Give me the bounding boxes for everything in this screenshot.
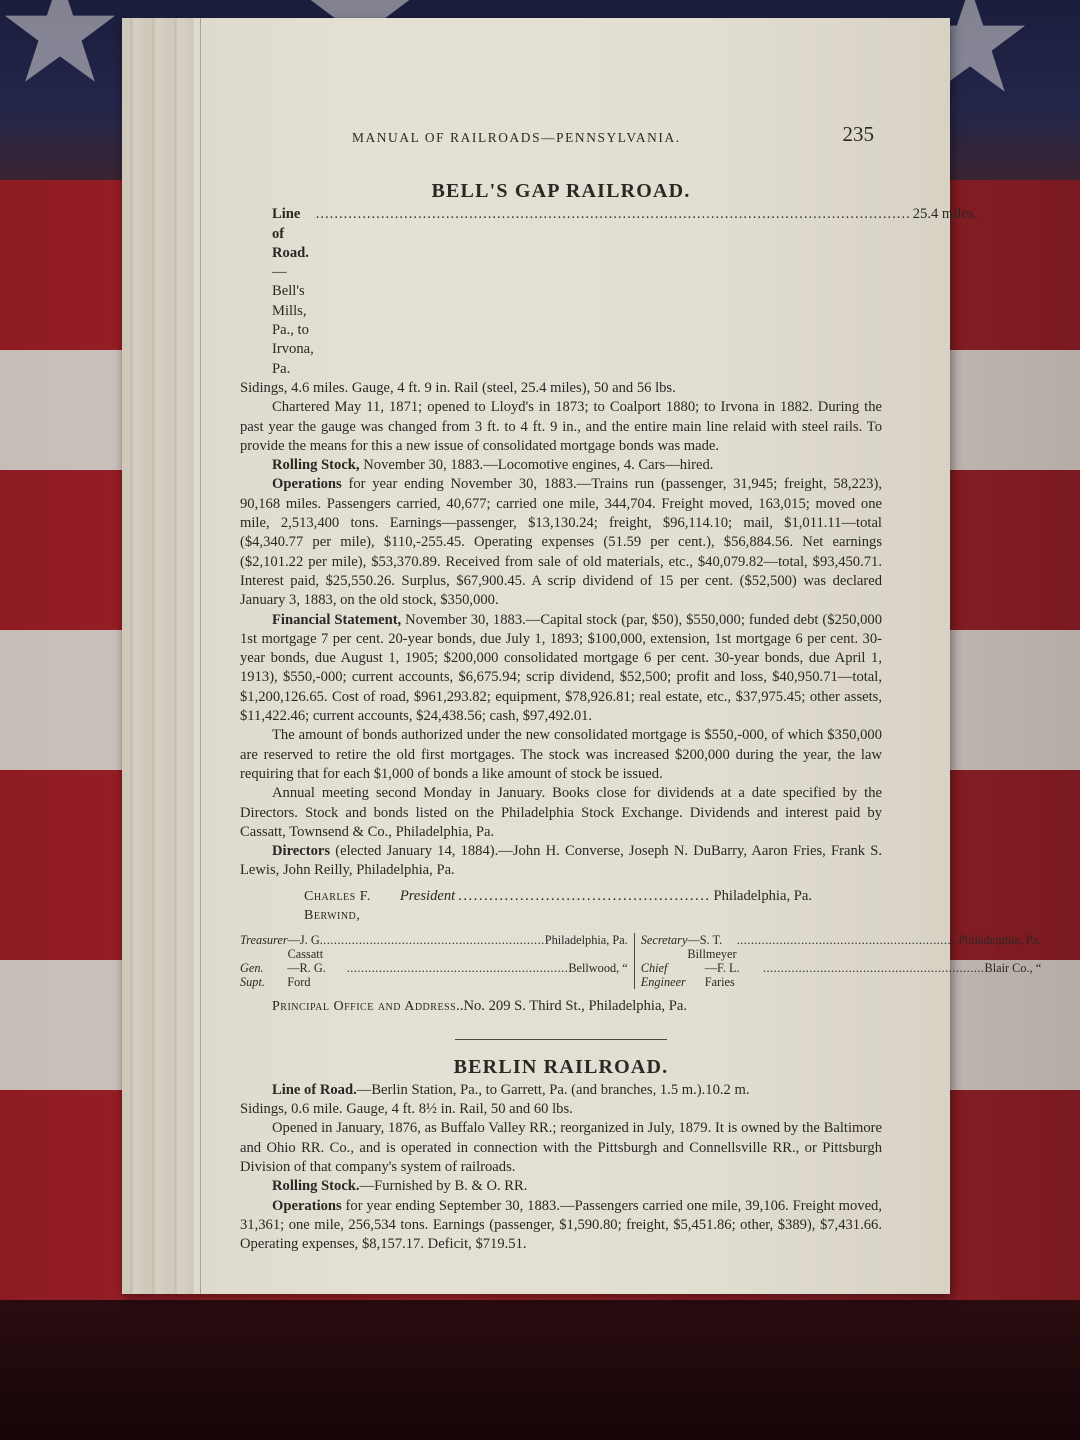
financial-text: November 30, 1883.—Capital stock (par, $50), $550,000; funded debt ($250,000 1st mortgage 7 per cent. 20-year bonds, due July 1, 1893; $100,000, extension, 1st mortgage 6 per cent. 30-year bonds, due August 1, 1905; $200,000 consolidated mortgage 6 per cent. 30-year bonds, due April 1, 1913), $550,-000; current accounts, $6,675.94; scrip dividend, $52,500; profit and loss, $40,950.71—total, $1,200,126.65. Cost of road, $961,293.82; equipment, $78,926.81; real estate, etc., $37,975.45; other assets, $11,422.46; current accounts, $24,438.56; cash, $97,492.01. <box>240 611 882 725</box>
dot-leader <box>314 205 913 224</box>
principal-office-label: Principal Office and Address <box>272 999 457 1015</box>
president-row <box>240 887 882 926</box>
officers-left <box>240 933 635 989</box>
page-number: 235 <box>842 122 874 146</box>
officer-row <box>641 933 1041 961</box>
running-title: MANUAL OF RAILROADS—PENNSYLVANIA. <box>352 130 681 145</box>
rolling-stock-text: —Furnished by B. & O. RR. <box>359 1178 528 1195</box>
directors-text: (elected January 14, 1884).—John H. Converse, Joseph N. DuBarry, Aaron Fries, Frank S. Lewis, John Reilly, Philadelphia, Pa. <box>240 843 882 879</box>
officer-city: Bellwood, “ <box>568 961 628 976</box>
page-binding-edge <box>122 18 194 1294</box>
directors-paragraph <box>240 842 882 881</box>
officer-role: Gen. Supt. <box>240 961 265 990</box>
lead-label: Financial Statement, <box>272 611 402 628</box>
dot-leader <box>323 933 545 947</box>
dot-leader <box>347 961 569 975</box>
dot-leader <box>763 961 985 975</box>
officer-name: —R. G. Ford <box>287 961 326 990</box>
officer-city: Blair Co., “ <box>984 961 1042 976</box>
page-content <box>240 180 1042 1255</box>
section-title-berlin: BERLIN RAILROAD. <box>453 1055 669 1078</box>
lead-label: Rolling Stock. <box>272 1178 360 1195</box>
running-head <box>352 122 882 150</box>
page-margin-line <box>200 18 201 1294</box>
section-divider <box>455 1039 667 1040</box>
line-of-road-length: 25.4 miles. <box>912 206 978 223</box>
officer-row <box>240 933 628 961</box>
chartered-paragraph: Chartered May 11, 1871; opened to Lloyd's in 1873; to Coalport 1880; to Irvona in 1882. During the past year the gauge was changed from 3 ft. to 4 ft. 9 in., and the entire main line relaid with steel rails. To provide the means for this a new issue of consolidated mortgage bonds was made. <box>240 399 882 454</box>
sidings-text: Sidings, 4.6 miles. Gauge, 4 ft. 9 in. Rail (steel, 25.4 miles), 50 and 56 lbs. <box>240 379 676 396</box>
opened-paragraph: Opened in January, 1876, as Buffalo Valley RR.; reorganized in July, 1879. It is owned by the Baltimore and Ohio RR. Co., and is operated in connection with the Pittsburgh and Connellsville RR., or Pittsburgh Division of that company's system of railroads. <box>240 1120 882 1176</box>
officer-role: Secretary <box>640 933 688 948</box>
annual-meeting-paragraph: Annual meeting second Monday in January. Books close for dividends at a date specified by the Directors. Stock and bonds listed on the Philadelphia Stock Exchange. Dividends and interest paid by Cassatt, Townsend & Co., Philadelphia, Pa. <box>240 785 882 840</box>
lead-label: Rolling Stock, <box>272 457 360 474</box>
line-of-road-text: —Bell's Mills, Pa., to Irvona, Pa. <box>272 264 314 377</box>
dot-leader <box>737 933 959 947</box>
lead-label: Operations <box>272 476 342 493</box>
line-of-road-bells-gap <box>240 205 978 379</box>
line-of-road-berlin <box>240 1081 882 1100</box>
officer-city: Philadelphia, Pa. <box>958 933 1042 948</box>
lead-label: Operations <box>272 1197 342 1214</box>
lead-label: Directors <box>272 843 331 860</box>
rolling-stock-text: November 30, 1883.—Locomotive engines, 4. Cars—hired. <box>359 457 714 474</box>
section-title-bells-gap: BELL'S GAP RAILROAD. <box>431 180 691 202</box>
officer-role: Chief Engineer <box>640 961 686 990</box>
bonds-paragraph: The amount of bonds authorized under the new consolidated mortgage is $550,-000, of which $350,000 are reserved to retire the old first mortgages. The stock was increased $200,000 during the year, the law requiring that for each $1,000 of bonds a like amount of stock be issued. <box>240 727 882 782</box>
operations-text: for year ending November 30, 1883.—Trains run (passenger, 31,945; freight, 58,223), 90,168 miles. Passengers carried, 40,677; carried one mile, 344,704. Freight moved, 163,015; moved one mile, 2,513,400 tons. Earnings—passenger, $13,130.24; freight, $96,114.10; mail, $1,011.11—total ($4,340.77 per mile), $110,-255.45. Operating expenses (51.59 per cent.), $56,884.56. Net earnings ($2,101.22 per mile), $53,370.89. Received from sale of old materials, etc., $40,079.82—total, $93,450.71. Interest paid, $25,550.26. Surplus, $67,900.45. A scrip dividend of 15 per cent. ($52,500) was declared January 3, 1883, on the old stock, $350,000. <box>240 476 882 609</box>
officer-row <box>240 961 628 989</box>
officer-name: —J. G. Cassatt <box>287 933 324 962</box>
officer-name: —S. T. Billmeyer <box>687 933 737 962</box>
officer-role: Treasurer <box>240 933 288 948</box>
president-name: Charles F. Berwind, <box>304 888 371 923</box>
officers-table <box>240 933 1042 990</box>
officers-right <box>635 933 1041 989</box>
sidings-text: Sidings, 0.6 mile. Gauge, 4 ft. 8½ in. Rail, 50 and 60 lbs. <box>240 1101 573 1118</box>
officer-name: —F. L. Faries <box>704 961 740 990</box>
officer-city: Philadelphia, Pa. <box>544 933 628 948</box>
officer-row <box>641 961 1041 989</box>
shadow-area <box>0 1300 1080 1440</box>
rolling-stock-paragraph <box>240 456 882 475</box>
president-role: President <box>399 887 456 904</box>
dot-leader: ................................................. <box>458 887 711 904</box>
president-city: Philadelphia, Pa. <box>713 887 812 904</box>
rolling-stock-paragraph <box>240 1177 882 1196</box>
lead-label: Line of Road. <box>272 206 309 261</box>
principal-office-row <box>240 997 882 1016</box>
operations-paragraph <box>240 475 882 610</box>
lead-label: Line of Road. <box>272 1081 357 1098</box>
financial-statement-paragraph <box>240 611 882 727</box>
operations-paragraph <box>240 1197 882 1255</box>
principal-office-address: ..No. 209 S. Third St., Philadelphia, Pa. <box>456 998 687 1015</box>
operations-text: for year ending September 30, 1883.—Passengers carried one mile, 39,106. Freight moved, 31,361; one mile, 256,534 tons. Earnings (passenger, $1,590.80; freight, $5,451.86; other, $389), $7,431.66. Operating expenses, $8,157.17. Deficit, $719.51. <box>240 1197 882 1253</box>
star-icon <box>0 0 120 90</box>
line-of-road-text: —Berlin Station, Pa., to Garrett, Pa. (and branches, 1.5 m.).10.2 m. <box>356 1081 750 1098</box>
